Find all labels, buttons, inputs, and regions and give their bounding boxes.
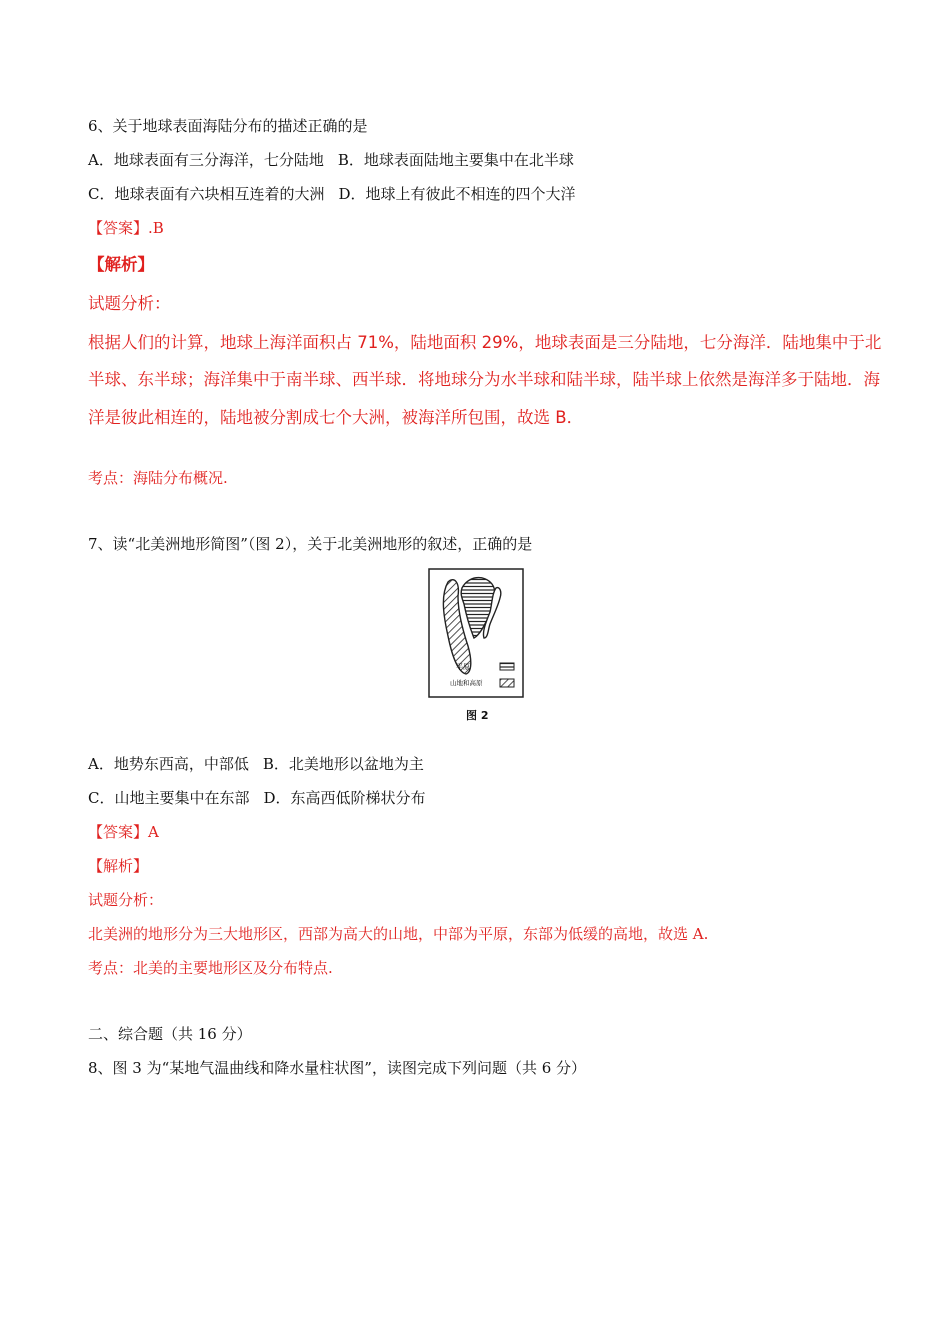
q7-option-c: C．山地主要集中在东部 <box>88 789 250 807</box>
q6-analysis-title: 试题分析： <box>88 294 171 313</box>
q6-option-c: C．地球表面有六块相互连着的大洲 <box>88 185 325 203</box>
q7-option-b: B．北美地形以盆地为主 <box>262 755 424 773</box>
q7-stem: 7、读“北美洲地形简图”（图 2），关于北美洲地形的叙述，正确的是 <box>88 535 533 553</box>
q6-analysis-line-3: 洋是彼此相连的，陆地被分割成七个大洲，被海洋所包围，故选 B． <box>88 408 584 427</box>
q7-option-a: A．地势东西高，中部低 <box>88 755 249 773</box>
legend-mountain-label: 山地和高原 <box>450 679 483 687</box>
q6-option-d: D．地球上有彼此不相连的四个大洋 <box>338 185 576 203</box>
q7-analysis-title: 试题分析： <box>88 891 164 909</box>
q6-options-cd <box>88 184 576 204</box>
q7-kaodian: 考点：北美的主要地形区及分布特点. <box>88 959 333 977</box>
q7-analysis-text: 北美洲的地形分为三大地形区，西部为高大的山地，中部为平原，东部为低缓的高地，故选 A. <box>88 925 709 943</box>
q7-option-d: D．东高西低阶梯状分布 <box>263 789 426 807</box>
north-america-terrain-map <box>428 568 524 700</box>
legend-plain-label: 平原 <box>456 663 470 671</box>
q6-answer: 【答案】.B <box>88 219 164 237</box>
q7-options-cd <box>88 788 426 808</box>
q7-answer: 【答案】A <box>88 823 159 841</box>
legend-mountain-swatch <box>500 679 514 687</box>
q6-analysis-line-2: 半球、东半球；海洋集中于南半球、西半球．将地球分为水半球和陆半球，陆半球上依然是海洋多于陆地．海 <box>88 370 880 389</box>
q6-options-ab <box>88 150 574 170</box>
figure-caption: 图 2 <box>466 709 489 722</box>
q6-stem: 6、关于地球表面海陆分布的描述正确的是 <box>88 117 368 135</box>
legend-plain-swatch <box>500 663 514 670</box>
section2-title: 二、综合题（共 16 分） <box>88 1025 252 1043</box>
q6-kaodian: 考点：海陆分布概况. <box>88 469 228 487</box>
q6-analysis-label: 【解析】 <box>88 255 154 274</box>
q7-analysis-label: 【解析】 <box>88 857 149 875</box>
q6-analysis-line-1: 根据人们的计算，地球上海洋面积占 71%，陆地面积 29%，地球表面是三分陆地，七分海洋．陆地集中于北 <box>88 333 882 352</box>
q7-options-ab <box>88 754 424 774</box>
q6-option-a: A．地球表面有三分海洋，七分陆地 <box>88 151 324 169</box>
q6-option-b: B．地球表面陆地主要集中在北半球 <box>337 151 574 169</box>
q8-stem: 8、图 3 为“某地气温曲线和降水量柱状图”，读图完成下列问题（共 6 分） <box>88 1059 587 1077</box>
